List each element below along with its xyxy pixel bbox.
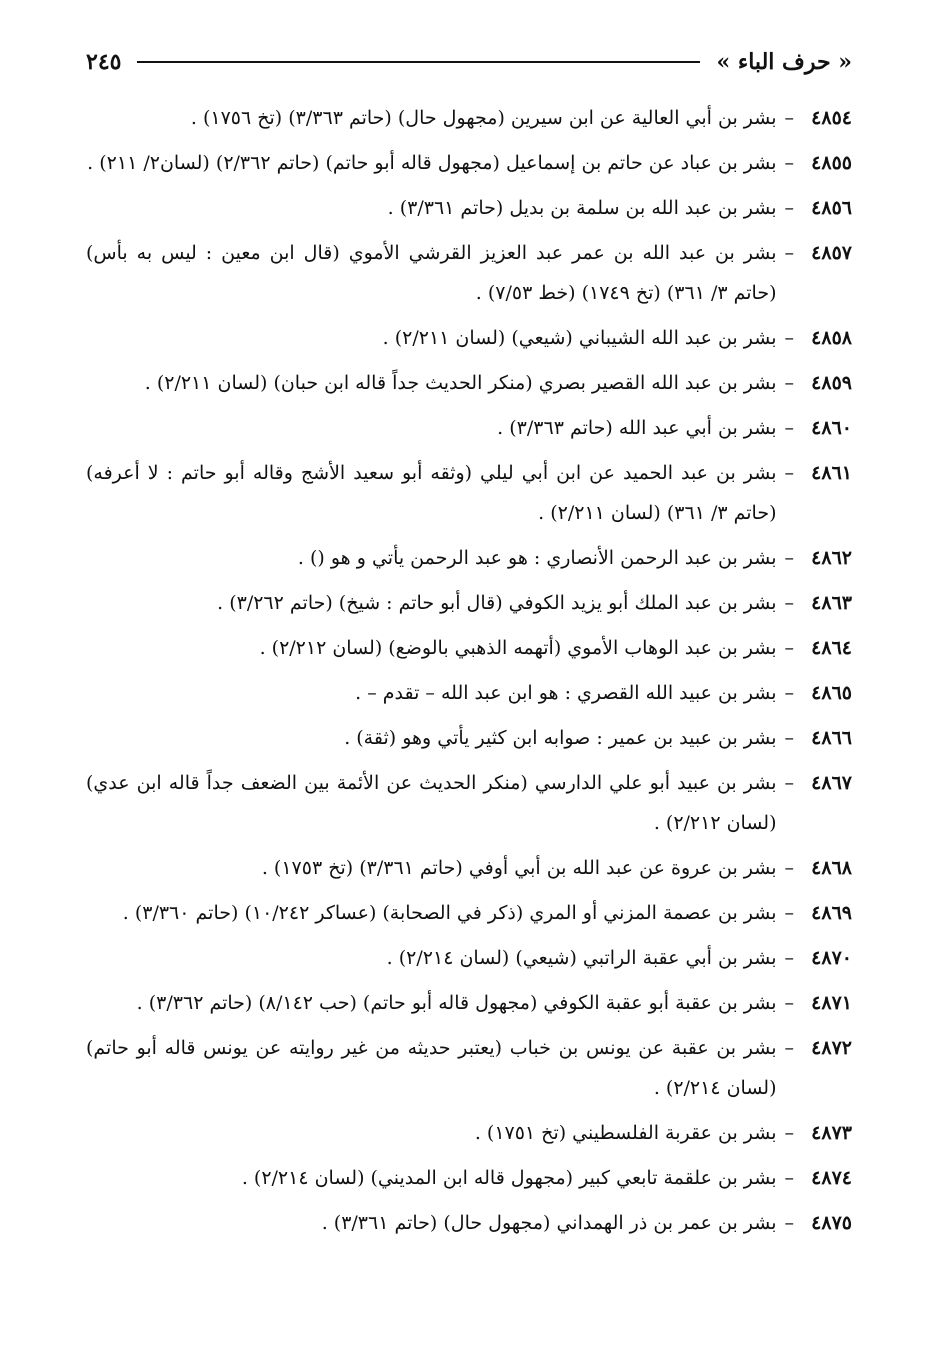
entry-text: بشر بن علقمة تابعي كبير (مجهول قاله ابن المديني) (لسان ٢/٢١٤) . — [241, 1167, 777, 1189]
entry-text: بشر بن عبد الله بن عمر عبد العزيز القرشي الأموي (قال ابن معين : ليس به بأس) (حاتم ٣/ ٣٦١) (تخ ١٧٤٩) (خط ٧/٥٣) . — [86, 242, 777, 304]
entry-item — [86, 453, 852, 533]
entry-number: ٤٨٧٣ — [811, 1122, 852, 1144]
entry-item — [86, 718, 852, 758]
entry-text: بشر بن أبي عبد الله (حاتم ٣/٣٦٣) . — [497, 417, 777, 439]
entry-text: بشر بن عباد عن حاتم بن إسماعيل (مجهول قاله أبو حاتم) (حاتم ٢/٣٦٢) (لسان٢/ ٢١١) . — [87, 152, 777, 174]
entry-item — [86, 673, 852, 713]
entry-dash: – — [784, 857, 794, 879]
entry-dash: – — [784, 1037, 794, 1059]
entry-item — [86, 318, 852, 358]
entry-number: ٤٨٥٩ — [811, 372, 852, 394]
entry-number: ٤٨٦٢ — [811, 547, 852, 569]
entry-list — [86, 98, 852, 1243]
entry-text: بشر بن عبد الله الشيباني (شيعي) (لسان ٢/٢١١) . — [382, 327, 777, 349]
entry-number: ٤٨٧٠ — [811, 947, 852, 969]
entry-item — [86, 763, 852, 843]
entry-text: بشر بن عبد الله القصير بصري (منكر الحديث جداً قاله ابن حبان) (لسان ٢/٢١١) . — [144, 372, 777, 394]
entry-number: ٤٨٥٨ — [811, 327, 852, 349]
entry-item — [86, 143, 852, 183]
entry-number: ٤٨٦٤ — [811, 637, 852, 659]
entry-text: بشر بن أبي العالية عن ابن سيرين (مجهول حال) (حاتم ٣/٣٦٣) (تخ ١٧٥٦) . — [190, 107, 777, 129]
entry-dash: – — [784, 327, 794, 349]
entry-text: بشر بن عروة عن عبد الله بن أبي أوفي (حاتم ٣/٣٦١) (تخ ١٧٥٣) . — [261, 857, 777, 879]
entry-dash: – — [784, 1122, 794, 1144]
entry-number: ٤٨٦٣ — [811, 592, 852, 614]
page-number: ٢٤٥ — [86, 49, 122, 75]
entry-item — [86, 583, 852, 623]
entry-text: بشر بن عبد الوهاب الأموي (أتهمه الذهبي بالوضع) (لسان ٢/٢١٢) . — [259, 637, 777, 659]
header-rule — [137, 61, 700, 63]
entry-text: بشر بن عبيد بن عمير : صوابه ابن كثير يأتي وهو (ثقة) . — [344, 727, 777, 749]
entry-item — [86, 538, 852, 578]
entry-number: ٤٨٦٦ — [811, 727, 852, 749]
entry-text: بشر بن عمر بن ذر الهمداني (مجهول حال) (حاتم ٣/٣٦١) . — [321, 1212, 777, 1234]
entry-dash: – — [784, 152, 794, 174]
entry-dash: – — [784, 902, 794, 924]
entry-item — [86, 983, 852, 1023]
entry-dash: – — [784, 372, 794, 394]
entry-item — [86, 893, 852, 933]
entry-dash: – — [784, 592, 794, 614]
entry-dash: – — [784, 947, 794, 969]
entry-dash: – — [784, 682, 794, 704]
entry-text: بشر بن عقربة الفلسطيني (تخ ١٧٥١) . — [474, 1122, 777, 1144]
entry-dash: – — [784, 1212, 794, 1234]
entry-number: ٤٨٥٧ — [811, 242, 852, 264]
entry-text: بشر بن عبيد الله القصري : هو ابن عبد الله – تقدم – . — [355, 682, 777, 704]
entry-text: بشر بن عقبة عن يونس بن خباب (يعتبر حديثه من غير روايته عن يونس قاله أبو حاتم) (لسان ٢/٢١٤) . — [86, 1037, 777, 1099]
entry-item — [86, 848, 852, 888]
entry-text: بشر بن عبد الرحمن الأنصاري : هو عبد الرحمن يأتي و هو () . — [297, 547, 777, 569]
entry-number: ٤٨٥٦ — [811, 197, 852, 219]
entry-item — [86, 98, 852, 138]
entry-number: ٤٨٦١ — [811, 462, 852, 484]
entry-number: ٤٨٧٤ — [811, 1167, 852, 1189]
entry-dash: – — [784, 1167, 794, 1189]
entry-text: بشر بن عقبة أبو عقبة الكوفي (مجهول قاله أبو حاتم) (حب ٨/١٤٢) (حاتم ٣/٣٦٢) . — [136, 992, 777, 1014]
entry-item — [86, 233, 852, 313]
entry-dash: – — [784, 197, 794, 219]
entry-item — [86, 408, 852, 448]
entry-text: بشر بن عبد الله بن سلمة بن بديل (حاتم ٣/٣٦١) . — [387, 197, 777, 219]
entry-item — [86, 188, 852, 228]
entry-item — [86, 1203, 852, 1243]
entry-number: ٤٨٧٥ — [811, 1212, 852, 1234]
entry-dash: – — [784, 772, 794, 794]
entry-text: بشر بن عبد الحميد عن ابن أبي ليلي (وثقه أبو سعيد الأشج وقاله أبو حاتم : لا أعرفه) (حاتم ٣/ ٣٦١) (لسان ٢/٢١١) . — [86, 462, 777, 524]
entry-dash: – — [784, 242, 794, 264]
entry-dash: – — [784, 107, 794, 129]
entry-text: بشر بن عبد الملك أبو يزيد الكوفي (قال أبو حاتم : شيخ) (حاتم ٣/٢٦٢) . — [217, 592, 777, 614]
entry-number: ٤٨٥٤ — [811, 107, 852, 129]
entry-number: ٤٨٧٢ — [811, 1037, 852, 1059]
entry-number: ٤٨٦٨ — [811, 857, 852, 879]
entry-item — [86, 1028, 852, 1108]
entry-dash: – — [784, 992, 794, 1014]
entry-item — [86, 363, 852, 403]
entry-number: ٤٨٦٥ — [811, 682, 852, 704]
entry-dash: – — [784, 547, 794, 569]
running-title: « حرف الباء » — [716, 49, 852, 75]
entry-dash: – — [784, 417, 794, 439]
entry-number: ٤٨٦٧ — [811, 772, 852, 794]
entry-number: ٤٨٦٠ — [811, 417, 852, 439]
entry-item — [86, 628, 852, 668]
entry-number: ٤٨٦٩ — [811, 902, 852, 924]
entry-dash: – — [784, 637, 794, 659]
entry-text: بشر بن عبيد أبو علي الدارسي (منكر الحديث عن الأئمة بين الضعف جداً قاله ابن عدي) (لسان ٢/٢١٢) . — [86, 772, 777, 834]
entry-number: ٤٨٧١ — [811, 992, 852, 1014]
entry-item — [86, 938, 852, 978]
entry-item — [86, 1113, 852, 1153]
entry-dash: – — [784, 727, 794, 749]
entry-text: بشر بن عصمة المزني أو المري (ذكر في الصحابة) (عساكر ١٠/٢٤٢) (حاتم ٣/٣٦٠) . — [122, 902, 777, 924]
entry-dash: – — [784, 462, 794, 484]
entry-number: ٤٨٥٥ — [811, 152, 852, 174]
page-header — [86, 44, 852, 80]
entry-text: بشر بن أبي عقبة الراتبي (شيعي) (لسان ٢/٢١٤) . — [386, 947, 777, 969]
entry-item — [86, 1158, 852, 1198]
